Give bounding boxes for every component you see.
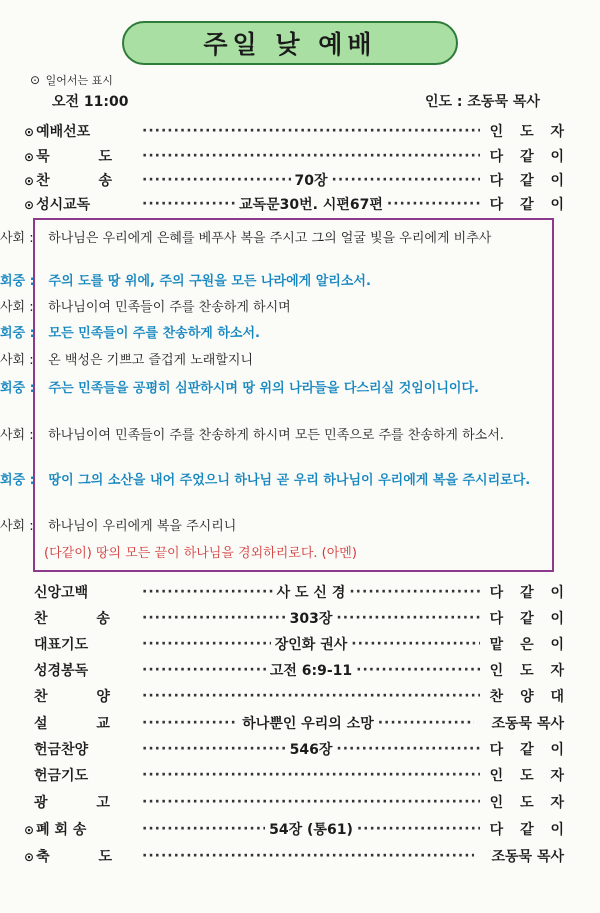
responsive-text: 온 백성은 기쁘고 즐겁게 노래할지니 bbox=[48, 353, 254, 368]
order-detail: 장인화 권사 bbox=[274, 637, 348, 653]
dot-leader bbox=[142, 584, 273, 600]
order-detail: 54장 (통61) bbox=[269, 822, 353, 838]
order-item bbox=[24, 791, 570, 813]
order-item bbox=[24, 685, 570, 707]
dot-leader bbox=[357, 821, 480, 837]
responsive-text: 주는 민족들을 공평히 심판하시며 땅 위의 나라들을 다스리실 것임이니이다. bbox=[48, 381, 479, 396]
standing-icon: ⊙ bbox=[24, 198, 35, 212]
order-label: ⊙ 성시교독 bbox=[24, 197, 91, 213]
order-detail: 사 도 신 경 bbox=[276, 585, 346, 601]
service-leader: 인도 : 조동묵 목사 bbox=[425, 94, 540, 110]
order-detail: 교독문30번. 시편67편 bbox=[239, 197, 383, 213]
responsive-text: 하나님이 우리에게 복을 주시리니 bbox=[48, 519, 237, 534]
dot-leader bbox=[142, 662, 266, 678]
order-label: 광 고 bbox=[34, 795, 132, 811]
responsive-line: 회중 : 주의 도를 땅 위에, 주의 구원을 모든 나라에게 알리소서. bbox=[0, 274, 371, 289]
order-item bbox=[24, 738, 570, 760]
order-detail: 70장 bbox=[294, 173, 328, 189]
order-item bbox=[24, 659, 570, 681]
order-performer: 인 도 자 bbox=[489, 795, 570, 811]
responsive-text: (다같이) 땅의 모든 끝이 하나님을 경외하리로다. (아멘) bbox=[44, 546, 357, 561]
order-label: ⊙ 예배선포 bbox=[24, 124, 91, 140]
order-item bbox=[24, 581, 570, 603]
order-detail: 546장 bbox=[289, 742, 333, 758]
dot-leader bbox=[142, 767, 480, 783]
responsive-closing bbox=[44, 544, 546, 564]
standing-icon: ⊙ bbox=[24, 174, 35, 188]
standing-legend bbox=[30, 72, 113, 88]
responsive-line: 사회 : 하나님은 우리에게 은혜를 베푸사 복을 주시고 그의 얼굴 빛을 우리에게 비추사 bbox=[0, 231, 492, 246]
dot-leader bbox=[142, 148, 480, 164]
responsive-text: 하나님이여 민족들이 주를 찬송하게 하시며 모든 민족으로 주를 찬송하게 하소서. bbox=[48, 428, 504, 443]
order-performer: 인 도 자 bbox=[489, 663, 570, 679]
page-title: 주일 낮 예배 bbox=[122, 21, 458, 65]
order-label: ⊙ 축 도 bbox=[24, 849, 134, 865]
responsive-line: 사회 : 하나님이여 민족들이 주를 찬송하게 하시며 bbox=[0, 300, 291, 315]
responsive-text: 주의 도를 땅 위에, 주의 구원을 모든 나라에게 알리소서. bbox=[48, 274, 371, 289]
responsive-line: 회중 : 땅이 그의 소산을 내어 주었으니 하나님 곧 우리 하나님이 우리에게 복을 주시리로다. bbox=[0, 473, 531, 488]
dot-leader bbox=[142, 794, 480, 810]
order-label: 헌금찬양 bbox=[34, 742, 89, 758]
order-item bbox=[24, 145, 570, 167]
order-label: 설 교 bbox=[34, 716, 132, 732]
dot-leader bbox=[387, 196, 480, 212]
order-label: 찬 양 bbox=[34, 689, 132, 705]
dot-leader bbox=[142, 123, 480, 139]
order-performer: 다 같 이 bbox=[489, 742, 570, 758]
order-item bbox=[24, 633, 570, 655]
responsive-line: 사회 : 하나님이 우리에게 복을 주시리니 bbox=[0, 519, 237, 534]
standing-icon: ⊙ bbox=[24, 823, 35, 837]
dot-leader bbox=[142, 741, 286, 757]
standing-icon: ⊙ bbox=[24, 125, 35, 139]
dot-leader bbox=[142, 610, 286, 626]
standing-icon: ⊙ bbox=[24, 850, 35, 864]
order-performer: 다 같 이 bbox=[489, 585, 570, 601]
order-performer: 인 도 자 bbox=[489, 124, 570, 140]
order-detail: 고전 6:9-11 bbox=[269, 663, 353, 679]
order-item bbox=[24, 120, 570, 142]
responsive-line: 사회 : 온 백성은 기쁘고 즐겁게 노래할지니 bbox=[0, 353, 254, 368]
order-performer: 다 같 이 bbox=[489, 822, 570, 838]
order-detail: 303장 bbox=[289, 611, 333, 627]
order-label: ⊙ 폐 회 송 bbox=[24, 822, 87, 838]
order-performer: 다 같 이 bbox=[489, 149, 570, 165]
standing-legend-text: 일어서는 표시 bbox=[45, 74, 113, 87]
order-detail: 하나뿐인 우리의 소망 bbox=[242, 716, 374, 732]
order-label: 찬 송 bbox=[34, 611, 132, 627]
order-performer: 다 같 이 bbox=[489, 173, 570, 189]
order-item bbox=[24, 607, 570, 629]
order-label: 헌금기도 bbox=[34, 768, 89, 784]
responsive-text: 모든 민족들이 주를 찬송하게 하소서. bbox=[48, 326, 260, 341]
order-item bbox=[24, 169, 570, 191]
responsive-line: 회중 : 주는 민족들을 공평히 심판하시며 땅 위의 나라들을 다스리실 것임이니이다. bbox=[0, 381, 479, 396]
order-label: 신앙고백 bbox=[34, 585, 89, 601]
order-label: 대표기도 bbox=[34, 637, 89, 653]
order-performer: 조동묵 목사 bbox=[491, 716, 564, 732]
order-item bbox=[24, 764, 570, 786]
responsive-text: 땅이 그의 소산을 내어 주었으니 하나님 곧 우리 하나님이 우리에게 복을 주시리로다. bbox=[48, 473, 531, 488]
standing-symbol: ⊙ bbox=[30, 73, 41, 87]
order-item bbox=[24, 193, 570, 215]
dot-leader bbox=[336, 741, 480, 757]
dot-leader bbox=[356, 662, 480, 678]
responsive-text: 하나님은 우리에게 은혜를 베푸사 복을 주시고 그의 얼굴 빛을 우리에게 비추사 bbox=[48, 231, 492, 246]
dot-leader bbox=[349, 584, 480, 600]
order-performer: 조동묵 목사 bbox=[491, 849, 564, 865]
responsive-line: 회중 : 모든 민족들이 주를 찬송하게 하소서. bbox=[0, 326, 260, 341]
order-label: ⊙ 찬 송 bbox=[24, 173, 134, 189]
service-time: 오전 11:00 bbox=[52, 94, 129, 110]
dot-leader bbox=[336, 610, 480, 626]
dot-leader bbox=[378, 715, 474, 731]
order-label: 성경봉독 bbox=[34, 663, 89, 679]
order-item bbox=[24, 818, 570, 840]
order-performer: 다 같 이 bbox=[489, 197, 570, 213]
dot-leader bbox=[142, 848, 474, 864]
responsive-text: 하나님이여 민족들이 주를 찬송하게 하시며 bbox=[48, 300, 291, 315]
dot-leader bbox=[142, 688, 480, 704]
dot-leader bbox=[351, 636, 480, 652]
standing-icon: ⊙ bbox=[24, 150, 35, 164]
dot-leader bbox=[142, 821, 265, 837]
order-label: ⊙ 묵 도 bbox=[24, 149, 134, 165]
order-performer: 인 도 자 bbox=[489, 768, 570, 784]
order-performer: 찬 양 대 bbox=[489, 689, 570, 705]
order-performer: 맡 은 이 bbox=[489, 637, 570, 653]
order-item bbox=[24, 712, 564, 734]
dot-leader bbox=[142, 636, 271, 652]
order-item bbox=[24, 845, 564, 867]
dot-leader bbox=[332, 172, 480, 188]
order-performer: 다 같 이 bbox=[489, 611, 570, 627]
dot-leader bbox=[142, 196, 235, 212]
dot-leader bbox=[142, 172, 291, 188]
responsive-line: 사회 : 하나님이여 민족들이 주를 찬송하게 하시며 모든 민족으로 주를 찬송하게 하소서. bbox=[0, 428, 504, 443]
dot-leader bbox=[142, 715, 238, 731]
